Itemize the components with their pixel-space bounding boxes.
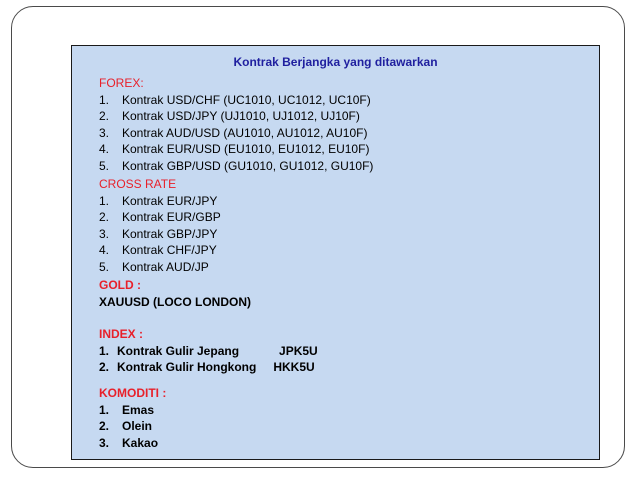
list-item [99,125,373,142]
item-number: 3. [99,125,110,140]
item-number: 4. [99,142,110,156]
item-code: JPK5U [279,343,318,358]
komoditi-section [99,385,166,451]
item-text: Kontrak EUR/JPY [122,193,218,208]
list-item [99,418,166,435]
list-item [99,259,221,276]
cross-rate-heading: CROSS RATE [99,177,177,191]
gold-heading: GOLD : [99,278,141,292]
item-number: 1. [99,92,110,107]
gold-section [99,277,251,310]
item-text: Kontrak EUR/USD (EU1010, EU1012, EU10F) [122,142,370,156]
list-item [99,359,318,376]
list-item [99,141,373,158]
gold-item: XAUUSD (LOCO LONDON) [99,294,251,309]
forex-section [99,75,373,174]
list-item [99,343,318,360]
content-box [71,45,600,460]
item-number: 2. [99,109,110,123]
item-code: HKK5U [273,360,315,374]
item-number: 1. [99,402,110,417]
item-text: Olein [122,419,153,433]
list-item [99,435,166,452]
item-number: 5. [99,259,110,274]
item-number: 3. [99,435,110,450]
list-item [99,402,166,419]
item-text: Emas [122,402,155,417]
list-item [99,158,373,175]
list-item [99,92,373,109]
item-text: Kontrak USD/JPY (UJ1010, UJ1012, UJ10F) [122,109,360,123]
index-section [99,326,318,376]
list-item [99,226,221,243]
slide-frame [11,6,625,468]
list-item [99,108,373,125]
item-text: Kontrak AUD/USD (AU1010, AU1012, AU10F) [122,125,368,140]
item-number: 2. [99,419,110,433]
item-text: Kontrak CHF/JPY [122,243,217,257]
forex-heading: FOREX: [99,76,144,90]
index-heading: INDEX : [99,327,144,341]
item-text: Kontrak EUR/GBP [122,210,221,224]
item-number: 2. [99,210,110,224]
list-item [99,242,221,259]
item-text: Kontrak Gulir Jepang [117,343,240,358]
item-number: 3. [99,226,110,241]
item-text: Kontrak Gulir Hongkong [117,360,257,374]
item-text: Kontrak USD/CHF (UC1010, UC1012, UC10F) [122,92,371,107]
komoditi-heading: KOMODITI : [99,386,167,400]
item-text: Kakao [122,435,159,450]
cross-rate-section [99,176,221,275]
list-item [99,193,221,210]
item-text: Kontrak GBP/JPY [122,226,218,241]
document-title: Kontrak Berjangka yang ditawarkan [233,55,438,69]
item-number: 5. [99,158,110,173]
item-number: 4. [99,243,110,257]
item-number: 2. [99,360,110,374]
item-text: Kontrak GBP/USD (GU1010, GU1012, GU10F) [122,158,374,173]
item-text: Kontrak AUD/JP [122,259,209,274]
item-number: 1. [99,193,110,208]
list-item [99,209,221,226]
item-number: 1. [99,343,110,358]
